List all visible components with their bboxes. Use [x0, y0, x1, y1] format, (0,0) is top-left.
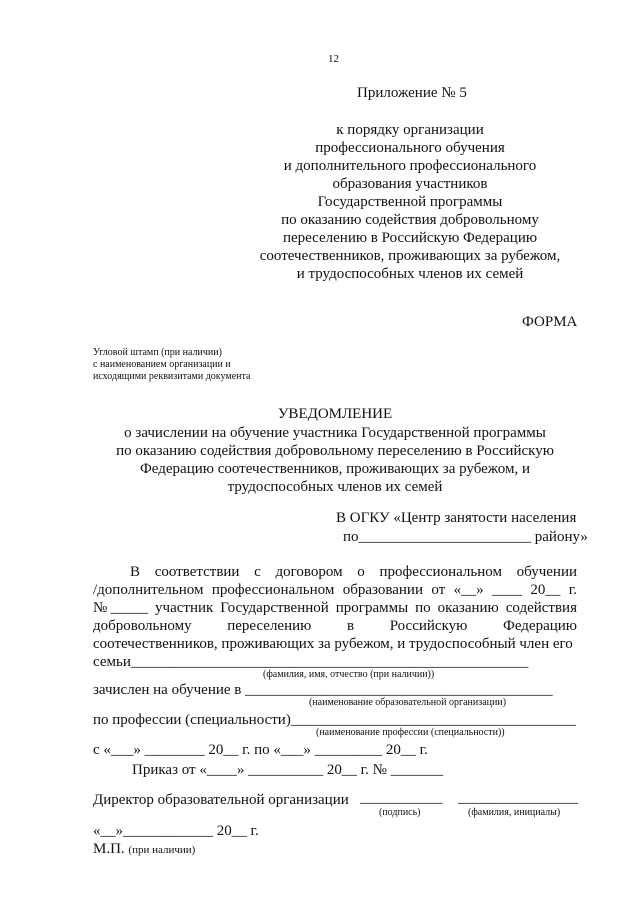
mp-label: М.П.	[93, 841, 125, 857]
director-label: Директор образовательной организации	[93, 792, 349, 808]
appendix-line: профессионального обучения	[315, 140, 505, 156]
addressee-line: по_______________________ району»	[343, 529, 588, 545]
appendix-line: соотечественников, проживающих за рубежом,	[259, 248, 561, 264]
notice-subtitle-line: о зачислении на обучение участника Государственной программы	[124, 425, 546, 441]
page-number: 12	[328, 53, 339, 65]
hint-name: (фамилия, инициалы)	[468, 807, 561, 818]
notice-subtitle	[100, 424, 570, 496]
appendix-title: Приложение № 5	[357, 85, 467, 101]
appendix-line: образования участников	[332, 176, 488, 192]
appendix-line: Государственной программы	[317, 194, 503, 210]
hint-family: (фамилия, имя, отчество (при наличии))	[263, 669, 435, 680]
appendix-line: к порядку организации	[336, 122, 484, 138]
stamp-line: Угловой штамп (при наличии)	[93, 347, 222, 358]
name-line: ________________	[458, 790, 578, 806]
appendix-line: переселению в Российскую Федерацию	[282, 230, 538, 246]
notice-subtitle-line: Федерацию соотечественников, проживающих за рубежом, и	[139, 461, 531, 477]
hint-signature: (подпись)	[379, 807, 421, 818]
stamp-line: с наименованием организации и	[93, 359, 231, 370]
body-line: №_____ участник Государственной программы по оказанию содействия	[93, 600, 577, 616]
notice-subtitle-line: трудоспособных членов их семей	[227, 479, 443, 495]
hint-profession: (наименование профессии (специальности))	[316, 727, 505, 738]
stamp-line: исходящими реквизитами документа	[93, 371, 251, 382]
notice-title: УВЕДОМЛЕНИЕ	[277, 406, 393, 422]
enrolled-field: зачислен на обучение в _________________________________________	[93, 682, 553, 698]
signature-line: ___________	[360, 790, 443, 806]
hint-organization: (наименование образовательной организации)	[309, 697, 507, 708]
appendix-line: и дополнительного профессионального	[283, 158, 537, 174]
period-field: с «___» ________ 20__ г. по «___» _________ 20__ г.	[93, 742, 428, 758]
addressee-line: В ОГКУ «Центр занятости населения	[336, 510, 577, 526]
body-line: В соответствии с договором о профессиональном обучении	[130, 564, 577, 580]
signature-date: «__»____________ 20__ г.	[93, 823, 259, 839]
corner-stamp-note	[93, 347, 250, 383]
order-field: Приказ от «____» __________ 20__ г. № _______	[132, 762, 444, 778]
mp-hint: (при наличии)	[128, 844, 196, 856]
stamp-place	[93, 840, 195, 858]
appendix-subtitle	[230, 121, 590, 283]
family-member-field: семьи_____________________________________________________	[93, 654, 529, 670]
body-line: добровольному переселению в Российскую Федерацию	[93, 618, 577, 634]
appendix-line: и трудоспособных членов их семей	[296, 266, 524, 282]
form-label: ФОРМА	[522, 314, 578, 330]
notice-subtitle-line: по оказанию содействия добровольному переселению в Российскую	[116, 443, 554, 459]
body-line: соотечественников, проживающих за рубежом, и трудоспособный член его	[93, 636, 573, 652]
body-line: /дополнительном профессиональном образовании от «__» ____ 20__ г.	[93, 582, 577, 598]
profession-field: по профессии (специальности)______________________________________	[93, 712, 576, 728]
appendix-line: по оказанию содействия добровольному	[281, 212, 539, 228]
